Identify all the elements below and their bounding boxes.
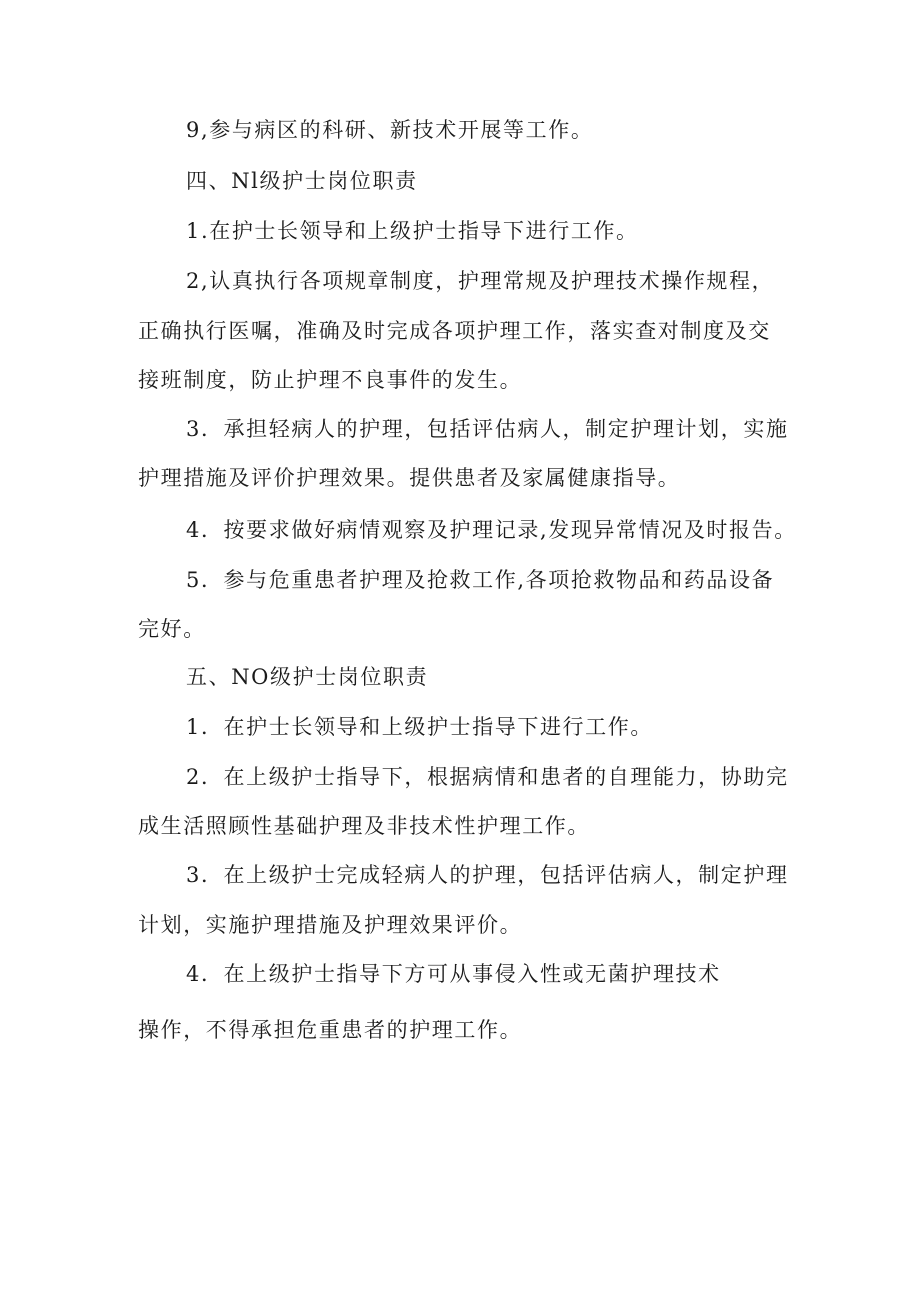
n1-item-3-line-2: 护理措施及评价护理效果。提供患者及家属健康指导。 bbox=[138, 466, 681, 490]
section-heading-n1: 四、Nl级护士岗位职责 bbox=[186, 169, 418, 193]
n0-item-2-line-1: 2．在上级护士指导下，根据病情和患者的自理能力，协助完 bbox=[186, 765, 789, 789]
n0-item-4-line-2: 操作，不得承担危重患者的护理工作。 bbox=[138, 1018, 523, 1042]
n1-item-5-line-1: 5．参与危重患者护理及抢救工作,各项抢救物品和药品设备 bbox=[186, 568, 775, 592]
paragraph-9-participate-research: 9,参与病区的科研、新技术开展等工作。 bbox=[186, 118, 594, 142]
n0-item-4-line-1: 4．在上级护士指导下方可从事侵入性或无菌护理技术 bbox=[186, 962, 721, 986]
n0-item-1: 1．在护士长领导和上级护士指导下进行工作。 bbox=[186, 715, 653, 739]
n1-item-2-line-1: 2,认真执行各项规章制度，护理常规及护理技术操作规程， bbox=[186, 269, 775, 293]
n1-item-3-line-1: 3．承担轻病人的护理，包括评估病人，制定护理计划，实施 bbox=[186, 417, 789, 441]
n0-item-3-line-1: 3．在上级护士完成轻病人的护理，包括评估病人，制定护理 bbox=[186, 863, 789, 887]
n0-item-3-line-2: 计划，实施护理措施及护理效果评价。 bbox=[138, 913, 523, 937]
n1-item-2-line-2: 正确执行医嘱，准确及时完成各项护理工作，落实查对制度及交 bbox=[138, 319, 771, 343]
section-heading-n0: 五、NO级护士岗位职责 bbox=[186, 665, 429, 689]
n1-item-5-line-2: 完好。 bbox=[138, 617, 206, 641]
n1-item-2-line-3: 接班制度，防止护理不良事件的发生。 bbox=[138, 368, 523, 392]
n1-item-4: 4．按要求做好病情观察及护理记录,发现异常情况及时报告。 bbox=[186, 518, 797, 542]
n1-item-1: 1.在护士长领导和上级护士指导下进行工作。 bbox=[186, 219, 639, 243]
n0-item-2-line-2: 成生活照顾性基础护理及非技术性护理工作。 bbox=[138, 814, 590, 838]
